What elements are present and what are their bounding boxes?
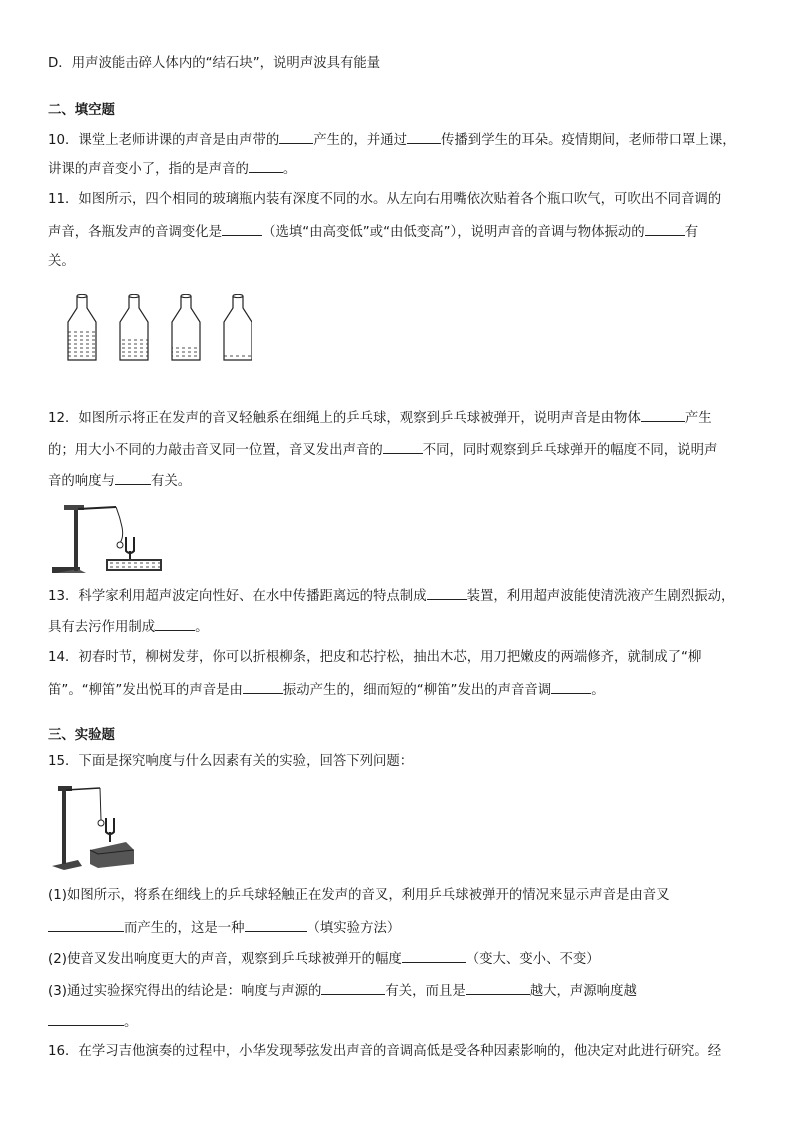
text: 笛”。“柳笛”发出悦耳的声音是由 — [48, 683, 243, 698]
answer-blank[interactable] — [427, 585, 467, 600]
bottle-3 — [172, 294, 200, 360]
answer-blank[interactable] — [48, 1011, 124, 1026]
question-14-line-1: 14．初春时节，柳树发芽，你可以折根柳条，把皮和芯拧松，抽出木芯，用刀把嫩皮的两端修齐，就制成了“柳 — [48, 650, 702, 665]
text: 不同，同时观察到乒乓球弹开的幅度不同，说明声 — [422, 443, 718, 458]
question-12-line-1 — [48, 407, 712, 429]
bottle-4 — [224, 294, 252, 360]
text: 。 — [124, 1015, 138, 1030]
text: (2)使音叉发出响度更大的声音，观察到乒乓球被弹开的幅度 — [48, 952, 402, 967]
question-15-2 — [48, 948, 600, 970]
question-11-line-1: 11．如图所示，四个相同的玻璃瓶内装有深度不同的水。从左向右用嘴依次贴着各个瓶口吹气，可吹出不同音调的 — [48, 192, 722, 207]
text: 。 — [195, 620, 209, 635]
text: 。 — [591, 683, 605, 698]
answer-blank[interactable] — [245, 917, 307, 932]
answer-blank[interactable] — [466, 980, 530, 995]
bottle-1 — [68, 294, 96, 360]
text: 产生 — [684, 411, 712, 426]
answer-blank[interactable] — [249, 158, 283, 173]
question-11-line-2 — [48, 221, 698, 243]
question-15-1-line-2 — [48, 917, 400, 939]
text: 而产生的，这是一种 — [124, 921, 245, 936]
water-level — [172, 347, 200, 360]
option-d: D．用声波能击碎人体内的“结石块”，说明声波具有能量 — [48, 56, 381, 71]
water-level — [224, 353, 252, 360]
question-12-line-2 — [48, 439, 717, 461]
question-13-line-2 — [48, 616, 209, 638]
text: 音的响度与 — [48, 474, 115, 489]
answer-blank[interactable] — [115, 470, 151, 485]
question-16-line-1: 16．在学习吉他演奏的过程中，小华发现琴弦发出声音的音调高低是受各种因素影响的，他决定对此进行研究。经 — [48, 1044, 722, 1059]
question-12-line-3 — [48, 470, 191, 492]
tuning-fork-figure-2 — [48, 780, 138, 872]
text: 讲课的声音变小了，指的是声音的 — [48, 162, 249, 177]
text: 有关。 — [150, 474, 192, 489]
question-11-line-3: 关。 — [48, 254, 75, 269]
answer-blank[interactable] — [641, 407, 685, 422]
section-heading-fill-blank: 二、填空题 — [48, 103, 115, 118]
text: 13．科学家利用超声波定向性好、在水中传播距离远的特点制成 — [48, 589, 427, 604]
text: 传播到学生的耳朵。疫情期间，老师带口罩上课， — [441, 133, 736, 148]
answer-blank[interactable] — [279, 129, 313, 144]
text: 。 — [282, 162, 297, 177]
section-heading-experiment: 三、实验题 — [48, 728, 115, 743]
text: 10．课堂上老师讲课的声音是由声带的 — [48, 133, 280, 148]
text: 振动产生的，细而短的“柳笛”发出的声音音调 — [282, 683, 552, 698]
question-15-3-line-1 — [48, 980, 637, 1002]
text: （选填“由高变低”或“由低变高”），说明声音的音调与物体振动的 — [262, 225, 645, 240]
text: 有 — [684, 225, 699, 240]
answer-blank[interactable] — [383, 439, 423, 454]
text: （变大、变小、不变） — [465, 952, 600, 967]
question-15-3-line-2 — [48, 1011, 137, 1033]
text: 声音，各瓶发声的音调变化是 — [48, 225, 223, 240]
answer-blank[interactable] — [402, 948, 466, 963]
answer-blank[interactable] — [48, 917, 124, 932]
tuning-fork-figure — [50, 497, 170, 577]
water-level — [68, 332, 96, 361]
text: 越大，声源响度越 — [529, 984, 637, 999]
text: (3)通过实验探究得出的结论是：响度与声源的 — [48, 984, 322, 999]
answer-blank[interactable] — [551, 679, 591, 694]
text: 有关，而且是 — [385, 984, 466, 999]
bottle-2 — [120, 294, 148, 360]
answer-blank[interactable] — [321, 980, 385, 995]
question-15: 15．下面是探究响度与什么因素有关的实验，回答下列问题： — [48, 754, 414, 769]
text: 装置，利用超声波能使清洗液产生剧烈振动， — [466, 589, 735, 604]
bottles-figure — [62, 294, 252, 364]
question-13-line-1 — [48, 585, 734, 607]
answer-blank[interactable] — [222, 221, 262, 236]
answer-blank[interactable] — [155, 616, 195, 631]
text: 具有去污作用制成 — [48, 620, 156, 635]
answer-blank[interactable] — [243, 679, 283, 694]
text: （填实验方法） — [306, 921, 401, 936]
question-10-line-1 — [48, 129, 736, 151]
answer-blank[interactable] — [407, 129, 441, 144]
question-10-line-2 — [48, 158, 296, 180]
answer-blank[interactable] — [645, 221, 685, 236]
text: 产生的，并通过 — [313, 133, 408, 148]
water-level — [120, 339, 148, 360]
text: 12．如图所示将正在发声的音叉轻触系在细绳上的乒乓球，观察到乒乓球被弹开，说明声音是由物体 — [48, 411, 641, 426]
question-14-line-2 — [48, 679, 605, 701]
text: 的；用大小不同的力敲击音叉同一位置，音叉发出声音的 — [48, 443, 383, 458]
question-15-1-line-1: (1)如图所示，将系在细线上的乒乓球轻触正在发声的音叉，利用乒乓球被弹开的情况来显示声音是由音叉 — [48, 888, 670, 903]
